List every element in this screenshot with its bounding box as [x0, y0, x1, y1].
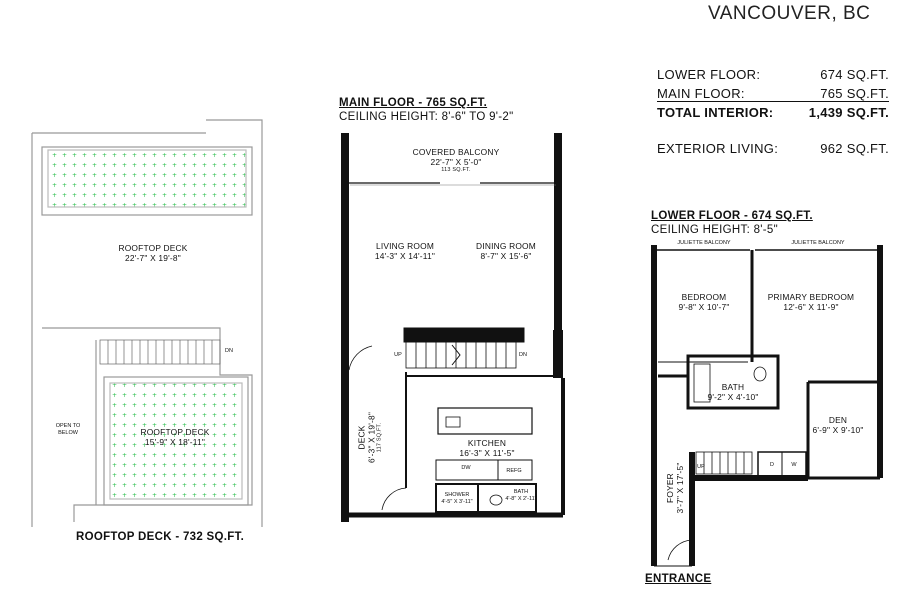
city-label: VANCOUVER, BC: [708, 3, 871, 24]
lower-bath-label: [707, 382, 758, 402]
room-dims: 8'-7" X 15'-6": [480, 251, 532, 261]
shower-label: [441, 492, 472, 506]
summary-label: LOWER FLOOR:: [657, 67, 761, 82]
rooftop-greenery-1: [48, 150, 246, 207]
room-area: 113 SQ.FT.: [441, 167, 471, 173]
lower-floor-title: LOWER FLOOR - 674 SQ.FT.: [651, 210, 813, 222]
deck-label: [357, 412, 384, 463]
cooktop: [446, 417, 460, 427]
main-toilet: [490, 495, 502, 505]
room-dims: 6'-9" X 9'-10": [812, 425, 864, 435]
room-name: BATH: [513, 489, 529, 495]
main-dn-label: DN: [519, 352, 527, 358]
room-dims: 4'-8" X 2'-11": [505, 496, 537, 502]
room-name: COVERED BALCONY: [412, 147, 500, 157]
room-dims: 9'-8" X 10'-7": [678, 302, 730, 312]
room-name: KITCHEN: [467, 438, 507, 448]
summary-value: 674 SQ.FT.: [820, 67, 889, 82]
room-name: LIVING ROOM: [375, 241, 435, 251]
stair-wall: [404, 328, 524, 342]
washer-label: W: [791, 462, 797, 468]
room-name: DINING ROOM: [476, 241, 536, 251]
room-name: PRIMARY BEDROOM: [767, 292, 855, 302]
summary-label: MAIN FLOOR:: [657, 86, 745, 101]
juliette-balcony-1-label: JULIETTE BALCONY: [677, 240, 731, 246]
entrance-label: ENTRANCE: [645, 573, 712, 585]
room-name: DECK: [356, 425, 367, 450]
rooftop-deck-2-label: [140, 427, 209, 447]
entry-door-swing: [382, 488, 406, 510]
lower-up-label: UP: [697, 464, 705, 470]
rooftop-footer: ROOFTOP DECK - 732 SQ.FT.: [76, 531, 245, 543]
open-to-below-label: OPEN TO BELOW: [55, 423, 81, 436]
summary-value: 962 SQ.FT.: [820, 141, 889, 156]
summary-label: TOTAL INTERIOR:: [657, 105, 774, 120]
rooftop-plan: [32, 120, 262, 527]
room-name: BATH: [721, 382, 745, 392]
main-floor-ceiling: CEILING HEIGHT: 8'-6" TO 9'-2": [339, 111, 514, 123]
dryer-label: D: [770, 462, 774, 468]
room-dims: 22'-7" X 5'-0": [430, 157, 482, 167]
room-dims: 4'-5" X 3'-11": [441, 499, 473, 505]
lower-floor-ceiling: CEILING HEIGHT: 8'-5": [651, 224, 778, 236]
dishwasher-label: DW: [461, 465, 471, 471]
living-room-label: [375, 241, 435, 261]
foyer-label: [665, 462, 685, 513]
refrigerator-label: REFG: [506, 468, 522, 474]
main-floor-plan: [345, 133, 563, 522]
summary-label: EXTERIOR LIVING:: [657, 141, 779, 156]
room-dims: 22'-7" X 19'-8": [125, 253, 181, 263]
primary-bedroom-label: [768, 292, 854, 312]
main-bath-label: [505, 489, 536, 503]
juliette-balcony-2-label: JULIETTE BALCONY: [791, 240, 845, 246]
room-name: ROOFTOP DECK: [140, 427, 210, 437]
room-dims: 16'-3" X 11'-5": [459, 448, 515, 458]
summary-value: 765 SQ.FT.: [820, 86, 889, 101]
bedroom-label: [678, 292, 729, 312]
entrance-door-swing: [668, 540, 692, 560]
kitchen-island: [438, 408, 532, 434]
dining-room-label: [476, 241, 536, 261]
rooftop-dn-label: DN: [225, 348, 233, 354]
room-name: DEN: [828, 415, 848, 425]
room-area: 117 SQ.FT.: [376, 422, 383, 453]
den-label: [812, 415, 863, 435]
deck-door-swing: [349, 346, 372, 370]
room-dims: 3'-7" X 17'-5": [675, 462, 685, 514]
lower-toilet: [754, 367, 766, 381]
room-name: FOYER: [665, 473, 675, 503]
room-name: ROOFTOP DECK: [118, 243, 188, 253]
room-dims: 6'-3" X 19'-8": [366, 411, 377, 464]
summary-value: 1,439 SQ.FT.: [808, 105, 889, 120]
room-dims: 15'-9" X 18'-11": [144, 437, 206, 447]
rooftop-stair: [100, 340, 220, 364]
room-dims: 14'-3" X 14'-11": [374, 251, 436, 261]
room-name: BEDROOM: [681, 292, 727, 302]
main-floor-title: MAIN FLOOR - 765 SQ.FT.: [339, 97, 488, 109]
main-stair: [406, 342, 516, 368]
room-dims: 9'-2" X 4'-10": [707, 392, 759, 402]
covered-balcony-label: [413, 147, 500, 174]
rooftop-deck-1-label: [118, 243, 187, 263]
room-dims: 12'-6" X 11'-9": [783, 302, 839, 312]
room-name: SHOWER: [444, 492, 470, 498]
kitchen-label: [459, 438, 514, 458]
main-up-label: UP: [394, 352, 402, 358]
